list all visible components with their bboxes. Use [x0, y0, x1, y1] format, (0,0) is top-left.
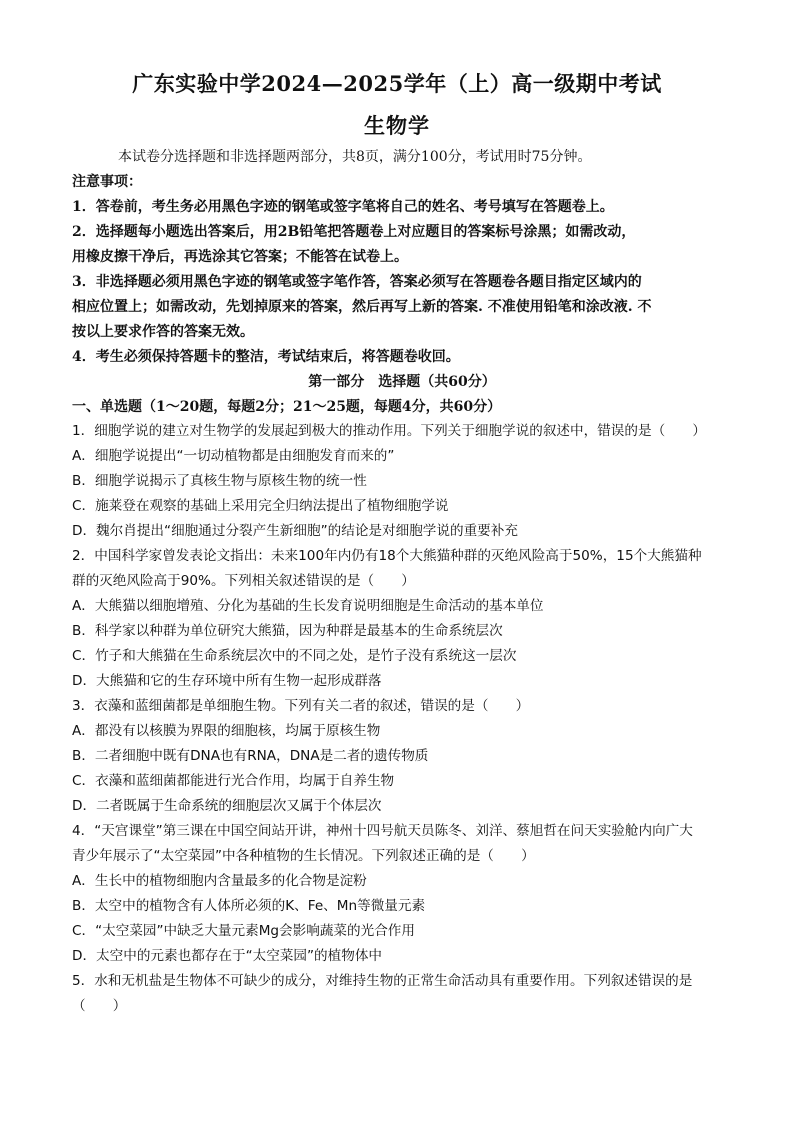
question-line: 3．衣藻和蓝细菌都是单细胞生物。下列有关二者的叙述，错误的是（ ）: [72, 698, 530, 714]
question-line: （ ）: [72, 998, 127, 1014]
question-line: A．大熊猫以细胞增殖、分化为基础的生长发育说明细胞是生命活动的基本单位: [72, 598, 544, 614]
notice-heading: 注意事项：: [72, 174, 142, 190]
question-line: D．太空中的元素也都存在于“太空菜园”的植物体中: [72, 948, 383, 964]
question-line: B．细胞学说揭示了真核生物与原核生物的统一性: [72, 473, 367, 489]
question-line: 青少年展示了“太空菜园”中各种植物的生长情况。下列叙述正确的是（ ）: [72, 848, 535, 864]
question-line: 1．细胞学说的建立对生物学的发展起到极大的推动作用。下列关于细胞学说的叙述中，错误的是（ ）: [72, 423, 706, 439]
exam-subject: 生物学: [364, 113, 430, 138]
question-line: 群的灭绝风险高于90%。下列相关叙述错误的是（ ）: [72, 573, 415, 589]
question-line: B．太空中的植物含有人体所必须的K、Fe、Mn等微量元素: [72, 898, 426, 914]
question-line: A．生长中的植物细胞内含量最多的化合物是淀粉: [72, 873, 367, 889]
question-line: B．科学家以种群为单位研究大熊猫，因为种群是最基本的生命系统层次: [72, 623, 503, 639]
notice-line: 用橡皮擦干净后，再选涂其它答案；不能答在试卷上。: [72, 249, 408, 265]
question-line: C．衣藻和蓝细菌都能进行光合作用，均属于自养生物: [72, 773, 395, 789]
exam-title: 广东实验中学2024—2025学年（上）高一级期中考试: [132, 71, 662, 96]
question-line: C．施莱登在观察的基础上采用完全归纳法提出了植物细胞学说: [72, 498, 449, 514]
question-line: 4．“天宫课堂”第三课在中国空间站开讲，神州十四号航天员陈冬、刘洋、蔡旭哲在问天实验舱内向广大: [72, 823, 693, 839]
section-heading: 一、单选题（1～20题，每题2分；21～25题，每题4分，共60分）: [72, 399, 502, 415]
question-line: 2．中国科学家曾发表论文指出：未来100年内仍有18个大熊猫种群的灭绝风险高于50%，15个大熊猫种: [72, 548, 702, 564]
question-line: D．大熊猫和它的生存环境中所有生物一起形成群落: [72, 673, 382, 689]
notice-line: 按以上要求作答的答案无效。: [72, 324, 254, 340]
question-line: D．二者既属于生命系统的细胞层次又属于个体层次: [72, 798, 382, 814]
question-line: B．二者细胞中既有DNA也有RNA，DNA是二者的遗传物质: [72, 748, 429, 764]
question-line: A．细胞学说提出“一切动植物都是由细胞发育而来的”: [72, 448, 395, 464]
question-line: C．竹子和大熊猫在生命系统层次中的不同之处，是竹子没有系统这一层次: [72, 648, 517, 664]
exam-intro: 本试卷分选择题和非选择题两部分，共8页，满分100分，考试用时75分钟。: [118, 149, 592, 165]
notice-line: 2．选择题每小题选出答案后，用2B铅笔把答题卷上对应题目的答案标号涂黑；如需改动，: [72, 224, 636, 240]
notice-line: 相应位置上；如需改动，先划掉原来的答案，然后再写上新的答案. 不准使用铅笔和涂改液. 不: [72, 299, 652, 315]
notice-line: 4．考生必须保持答题卡的整洁，考试结束后，将答题卷收回。: [72, 349, 460, 365]
notice-line: 3．非选择题必须用黑色字迹的钢笔或签字笔作答，答案必须写在答题卷各题目指定区域内的: [72, 274, 642, 290]
part-heading: 第一部分 选择题（共60分）: [308, 374, 496, 390]
question-line: C．“太空菜园”中缺乏大量元素Mg会影响蔬菜的光合作用: [72, 923, 415, 939]
question-line: 5．水和无机盐是生物体不可缺少的成分，对维持生物的正常生命活动具有重要作用。下列叙述错误的是: [72, 973, 693, 989]
notice-line: 1．答卷前，考生务必用黑色字迹的钢笔或签字笔将自己的姓名、考号填写在答题卷上。: [72, 199, 614, 215]
question-line: A．都没有以核膜为界限的细胞核，均属于原核生物: [72, 723, 381, 739]
question-line: D．魏尔肖提出“细胞通过分裂产生新细胞”的结论是对细胞学说的重要补充: [72, 523, 518, 539]
